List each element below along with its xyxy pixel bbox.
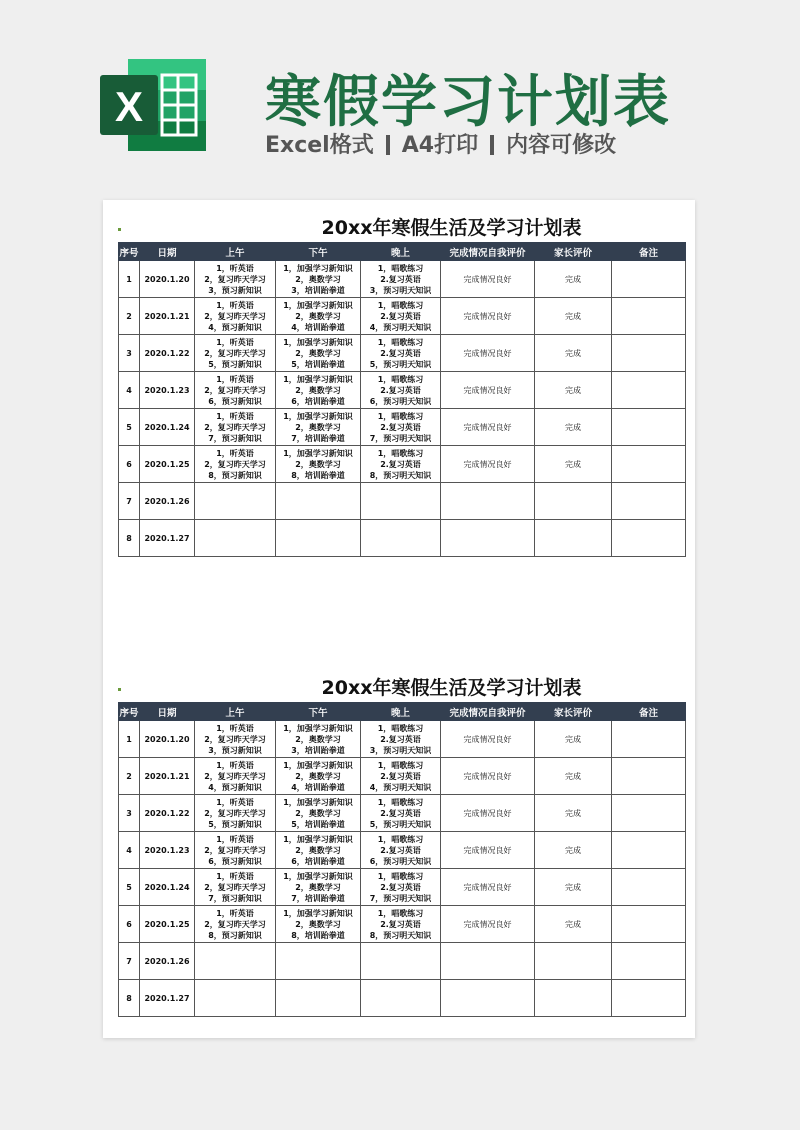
task-line: 5，培训跆拳道 [291,359,345,369]
table-header-row [119,243,686,261]
afternoon-cell[interactable] [276,721,361,758]
task-line: 1，听英语 [216,337,254,347]
parent-evaluation-cell[interactable]: 完成 [535,446,612,483]
evening-cell[interactable] [361,261,441,298]
row-number[interactable]: 3 [119,335,140,372]
task-line: 6，培训跆拳道 [291,396,345,406]
row-number[interactable]: 4 [119,832,140,869]
task-line: 4，预习新知识 [208,322,262,332]
afternoon-cell[interactable] [276,980,361,1017]
task-line: 1，唱歌练习 [377,337,424,347]
task-line: 3，预习新知识 [208,285,262,295]
task-line: 1，唱歌练习 [377,374,424,384]
cell-marker [118,688,121,691]
parent-evaluation-cell[interactable]: 完成 [535,906,612,943]
row-number[interactable]: 1 [119,261,140,298]
task-line: 3，预习明天知识 [369,285,432,295]
task-line: 1，加强学习新知识 [283,797,353,807]
afternoon-cell[interactable] [276,483,361,520]
row-date[interactable]: 2020.1.20 [140,721,195,758]
self-evaluation-cell[interactable] [441,980,535,1017]
task-line: 6，预习明天知识 [369,856,432,866]
row-number[interactable]: 1 [119,721,140,758]
row-number[interactable]: 4 [119,372,140,409]
note-cell[interactable] [612,906,686,943]
evening-cell[interactable] [361,943,441,980]
task-line: 2，复习昨天学习 [204,422,266,432]
morning-cell[interactable] [195,409,276,446]
morning-cell[interactable] [195,943,276,980]
task-line: 1，唱歌练习 [377,760,424,770]
note-cell[interactable] [612,409,686,446]
task-line: 2，复习昨天学习 [204,734,266,744]
evening-cell[interactable] [361,483,441,520]
afternoon-cell[interactable] [276,446,361,483]
row-date[interactable]: 2020.1.21 [140,298,195,335]
task-line: 2，奥数学习 [295,422,341,432]
task-line: 8，预习明天知识 [369,930,432,940]
self-evaluation-cell[interactable]: 完成情况良好 [441,832,535,869]
self-evaluation-cell[interactable]: 完成情况良好 [441,409,535,446]
subtitle-separator [490,135,494,155]
parent-evaluation-cell[interactable] [535,483,612,520]
self-evaluation-cell[interactable] [441,520,535,557]
afternoon-cell[interactable] [276,409,361,446]
row-number[interactable]: 8 [119,980,140,1017]
task-line: 4，预习明天知识 [369,322,432,332]
table-row [119,832,686,869]
table-row [119,372,686,409]
task-line: 2.复习英语 [380,274,421,284]
task-line: 1，加强学习新知识 [283,871,353,881]
self-evaluation-cell[interactable]: 完成情况良好 [441,446,535,483]
task-line: 2，复习昨天学习 [204,882,266,892]
task-line: 2，复习昨天学习 [204,348,266,358]
task-line: 1，加强学习新知识 [283,448,353,458]
task-line: 8，预习新知识 [208,930,262,940]
row-number[interactable]: 5 [119,409,140,446]
task-line: 2.复习英语 [380,459,421,469]
note-cell[interactable] [612,372,686,409]
task-line: 7，培训跆拳道 [291,893,345,903]
task-line: 2，复习昨天学习 [204,274,266,284]
task-line: 5，预习明天知识 [369,359,432,369]
morning-cell[interactable] [195,980,276,1017]
morning-cell[interactable] [195,795,276,832]
task-line: 1，唱歌练习 [377,411,424,421]
table-row [119,483,686,520]
row-date[interactable]: 2020.1.24 [140,869,195,906]
afternoon-cell[interactable] [276,869,361,906]
task-line: 2.复习英语 [380,734,421,744]
self-evaluation-cell[interactable] [441,943,535,980]
task-line: 1，加强学习新知识 [283,760,353,770]
task-line: 1，唱歌练习 [377,834,424,844]
evening-cell[interactable] [361,758,441,795]
task-line: 1，加强学习新知识 [283,300,353,310]
task-line: 5，培训跆拳道 [291,819,345,829]
task-line: 3，培训跆拳道 [291,285,345,295]
morning-cell[interactable] [195,520,276,557]
task-line: 1，听英语 [216,834,254,844]
afternoon-cell[interactable] [276,298,361,335]
morning-cell[interactable] [195,869,276,906]
parent-evaluation-cell[interactable]: 完成 [535,832,612,869]
note-cell[interactable] [612,520,686,557]
table-title: 20xx年寒假生活及学习计划表 [321,677,582,699]
self-evaluation-cell[interactable]: 完成情况良好 [441,372,535,409]
task-line: 1，唱歌练习 [377,300,424,310]
a4-page [103,200,695,1038]
morning-cell[interactable] [195,758,276,795]
table-row [119,869,686,906]
self-evaluation-cell[interactable]: 完成情况良好 [441,298,535,335]
plan-section [118,214,685,557]
task-line: 2.复习英语 [380,882,421,892]
task-line: 6，培训跆拳道 [291,856,345,866]
row-date[interactable]: 2020.1.24 [140,409,195,446]
column-header: 日期 [140,243,195,261]
row-number[interactable]: 5 [119,869,140,906]
task-line: 1，唱歌练习 [377,797,424,807]
task-line: 2.复习英语 [380,771,421,781]
task-line: 2.复习英语 [380,808,421,818]
morning-cell[interactable] [195,832,276,869]
task-line: 2，奥数学习 [295,882,341,892]
note-cell[interactable] [612,335,686,372]
table-title: 20xx年寒假生活及学习计划表 [321,217,582,239]
row-number[interactable]: 6 [119,446,140,483]
note-cell[interactable] [612,298,686,335]
task-line: 8，培训跆拳道 [291,930,345,940]
morning-cell[interactable] [195,261,276,298]
task-line: 6，预习新知识 [208,396,262,406]
morning-cell[interactable] [195,906,276,943]
table-row [119,261,686,298]
note-cell[interactable] [612,758,686,795]
column-header: 完成情况自我评价 [441,243,535,261]
note-cell[interactable] [612,832,686,869]
task-line: 2，复习昨天学习 [204,385,266,395]
parent-evaluation-cell[interactable]: 完成 [535,335,612,372]
parent-evaluation-cell[interactable] [535,520,612,557]
morning-cell[interactable] [195,372,276,409]
task-line: 2，复习昨天学习 [204,459,266,469]
task-line: 2，奥数学习 [295,845,341,855]
row-date[interactable]: 2020.1.25 [140,906,195,943]
subtitle-separator [386,135,390,155]
task-line: 2.复习英语 [380,422,421,432]
self-evaluation-cell[interactable]: 完成情况良好 [441,335,535,372]
excel-logo-letter: X [114,83,144,130]
table-row [119,409,686,446]
row-number[interactable]: 2 [119,758,140,795]
task-line: 8，预习新知识 [208,470,262,480]
afternoon-cell[interactable] [276,520,361,557]
morning-cell[interactable] [195,721,276,758]
parent-evaluation-cell[interactable]: 完成 [535,372,612,409]
morning-cell[interactable] [195,483,276,520]
column-header: 备注 [612,243,686,261]
row-number[interactable]: 8 [119,520,140,557]
column-header: 序号 [119,243,140,261]
subtitle-format: Excel格式 [265,133,374,158]
task-line: 3，预习明天知识 [369,745,432,755]
note-cell[interactable] [612,446,686,483]
evening-cell[interactable] [361,372,441,409]
column-header: 下午 [276,243,361,261]
afternoon-cell[interactable] [276,906,361,943]
parent-evaluation-cell[interactable] [535,943,612,980]
task-line: 5，预习新知识 [208,819,262,829]
parent-evaluation-cell[interactable]: 完成 [535,869,612,906]
column-header: 家长评价 [535,703,612,721]
task-line: 1，听英语 [216,374,254,384]
task-line: 6，预习新知识 [208,856,262,866]
table-row [119,298,686,335]
evening-cell[interactable] [361,298,441,335]
task-line: 3，培训跆拳道 [291,745,345,755]
self-evaluation-cell[interactable] [441,483,535,520]
table-row [119,795,686,832]
page-header [0,0,800,200]
task-line: 1，唱歌练习 [377,263,424,273]
row-date[interactable]: 2020.1.26 [140,483,195,520]
task-line: 1，听英语 [216,797,254,807]
afternoon-cell[interactable] [276,261,361,298]
task-line: 1，唱歌练习 [377,908,424,918]
parent-evaluation-cell[interactable]: 完成 [535,298,612,335]
parent-evaluation-cell[interactable] [535,980,612,1017]
evening-cell[interactable] [361,832,441,869]
task-line: 2，复习昨天学习 [204,919,266,929]
task-line: 2，奥数学习 [295,808,341,818]
note-cell[interactable] [612,795,686,832]
row-date[interactable]: 2020.1.25 [140,446,195,483]
column-header: 上午 [195,703,276,721]
subtitle-editable: 内容可修改 [506,133,617,158]
self-evaluation-cell[interactable]: 完成情况良好 [441,721,535,758]
task-line: 1，听英语 [216,411,254,421]
plan-section [118,674,685,1017]
task-line: 2，复习昨天学习 [204,311,266,321]
task-line: 2，奥数学习 [295,919,341,929]
afternoon-cell[interactable] [276,758,361,795]
task-line: 7，预习明天知识 [369,893,432,903]
task-line: 2，复习昨天学习 [204,771,266,781]
task-line: 4，预习明天知识 [369,782,432,792]
column-header: 上午 [195,243,276,261]
afternoon-cell[interactable] [276,943,361,980]
evening-cell[interactable] [361,980,441,1017]
table-header-row [119,703,686,721]
evening-cell[interactable] [361,721,441,758]
column-header: 日期 [140,703,195,721]
task-line: 2，奥数学习 [295,348,341,358]
task-line: 1，听英语 [216,448,254,458]
column-header: 晚上 [361,243,441,261]
row-date[interactable]: 2020.1.22 [140,795,195,832]
note-cell[interactable] [612,261,686,298]
evening-cell[interactable] [361,869,441,906]
parent-evaluation-cell[interactable]: 完成 [535,261,612,298]
afternoon-cell[interactable] [276,372,361,409]
task-line: 5，预习明天知识 [369,819,432,829]
table-row [119,520,686,557]
evening-cell[interactable] [361,446,441,483]
task-line: 1，听英语 [216,908,254,918]
self-evaluation-cell[interactable]: 完成情况良好 [441,869,535,906]
note-cell[interactable] [612,483,686,520]
self-evaluation-cell[interactable]: 完成情况良好 [441,261,535,298]
morning-cell[interactable] [195,335,276,372]
row-date[interactable]: 2020.1.20 [140,261,195,298]
table-row [119,943,686,980]
row-number[interactable]: 3 [119,795,140,832]
column-header: 序号 [119,703,140,721]
task-line: 1，唱歌练习 [377,448,424,458]
row-date[interactable]: 2020.1.26 [140,943,195,980]
column-header: 完成情况自我评价 [441,703,535,721]
task-line: 7，培训跆拳道 [291,433,345,443]
table-row [119,335,686,372]
row-number[interactable]: 7 [119,943,140,980]
plan-table [118,702,686,1017]
cell-marker [118,228,121,231]
column-header: 家长评价 [535,243,612,261]
task-line: 2.复习英语 [380,385,421,395]
task-line: 1，听英语 [216,871,254,881]
column-header: 下午 [276,703,361,721]
task-line: 1，加强学习新知识 [283,263,353,273]
row-number[interactable]: 2 [119,298,140,335]
task-line: 1，加强学习新知识 [283,374,353,384]
row-date[interactable]: 2020.1.22 [140,335,195,372]
task-line: 2，奥数学习 [295,459,341,469]
task-line: 2.复习英语 [380,845,421,855]
task-line: 2.复习英语 [380,919,421,929]
task-line: 7，预习新知识 [208,433,262,443]
task-line: 2.复习英语 [380,311,421,321]
task-line: 8，培训跆拳道 [291,470,345,480]
evening-cell[interactable] [361,906,441,943]
plan-table [118,242,686,557]
row-number[interactable]: 7 [119,483,140,520]
task-line: 2.复习英语 [380,348,421,358]
afternoon-cell[interactable] [276,795,361,832]
row-date[interactable]: 2020.1.27 [140,980,195,1017]
self-evaluation-cell[interactable]: 完成情况良好 [441,906,535,943]
task-line: 1，唱歌练习 [377,723,424,733]
task-line: 4，培训跆拳道 [291,782,345,792]
task-line: 2，复习昨天学习 [204,845,266,855]
parent-evaluation-cell[interactable]: 完成 [535,409,612,446]
task-line: 2，奥数学习 [295,311,341,321]
column-header: 备注 [612,703,686,721]
note-cell[interactable] [612,721,686,758]
parent-evaluation-cell[interactable]: 完成 [535,795,612,832]
task-line: 1，听英语 [216,263,254,273]
task-line: 4，预习新知识 [208,782,262,792]
table-row [119,980,686,1017]
afternoon-cell[interactable] [276,335,361,372]
task-line: 1，加强学习新知识 [283,411,353,421]
self-evaluation-cell[interactable]: 完成情况良好 [441,795,535,832]
morning-cell[interactable] [195,446,276,483]
row-date[interactable]: 2020.1.23 [140,832,195,869]
row-date[interactable]: 2020.1.23 [140,372,195,409]
task-line: 2，奥数学习 [295,771,341,781]
parent-evaluation-cell[interactable]: 完成 [535,721,612,758]
note-cell[interactable] [612,869,686,906]
self-evaluation-cell[interactable]: 完成情况良好 [441,758,535,795]
task-line: 1，加强学习新知识 [283,723,353,733]
task-line: 2，奥数学习 [295,385,341,395]
evening-cell[interactable] [361,795,441,832]
subtitle-print: A4打印 [401,133,479,158]
task-line: 1，听英语 [216,723,254,733]
note-cell[interactable] [612,943,686,980]
row-number[interactable]: 6 [119,906,140,943]
column-header: 晚上 [361,703,441,721]
page-subtitle [265,128,616,159]
page-title: 寒假学习计划表 [265,70,671,135]
task-line: 5，预习新知识 [208,359,262,369]
evening-cell[interactable] [361,409,441,446]
table-row [119,721,686,758]
task-line: 2，奥数学习 [295,734,341,744]
table-row [119,906,686,943]
task-line: 1，加强学习新知识 [283,834,353,844]
excel-logo-icon [100,55,210,155]
task-line: 8，预习明天知识 [369,470,432,480]
table-row [119,446,686,483]
task-line: 2，奥数学习 [295,274,341,284]
morning-cell[interactable] [195,298,276,335]
task-line: 1，唱歌练习 [377,871,424,881]
evening-cell[interactable] [361,335,441,372]
task-line: 7，预习新知识 [208,893,262,903]
task-line: 4，培训跆拳道 [291,322,345,332]
parent-evaluation-cell[interactable]: 完成 [535,758,612,795]
task-line: 1，加强学习新知识 [283,337,353,347]
afternoon-cell[interactable] [276,832,361,869]
task-line: 1，听英语 [216,760,254,770]
task-line: 2，复习昨天学习 [204,808,266,818]
task-line: 1，听英语 [216,300,254,310]
row-date[interactable]: 2020.1.27 [140,520,195,557]
table-row [119,758,686,795]
task-line: 3，预习新知识 [208,745,262,755]
evening-cell[interactable] [361,520,441,557]
note-cell[interactable] [612,980,686,1017]
task-line: 6，预习明天知识 [369,396,432,406]
row-date[interactable]: 2020.1.21 [140,758,195,795]
task-line: 1，加强学习新知识 [283,908,353,918]
task-line: 7，预习明天知识 [369,433,432,443]
